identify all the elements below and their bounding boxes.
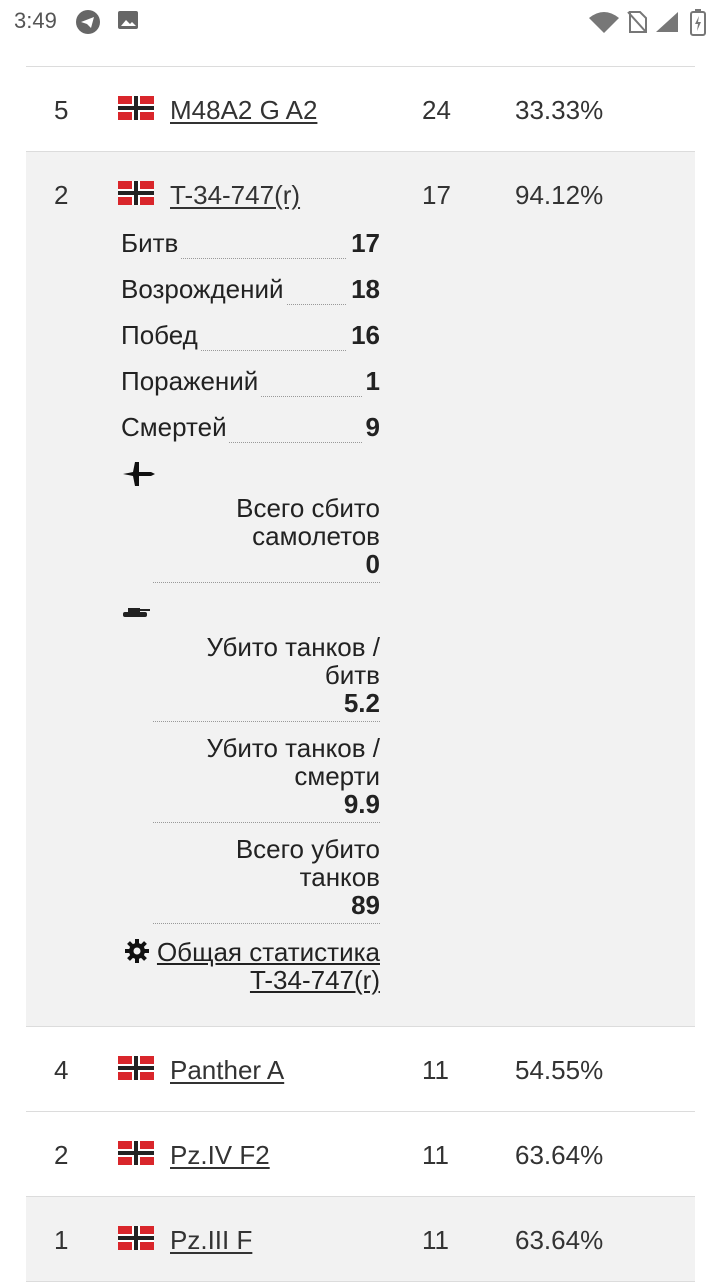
stat-label: Битв <box>121 228 179 258</box>
vehicle-details <box>121 228 380 994</box>
germany-flag-icon <box>118 96 154 120</box>
winrate-value: 54.55% <box>515 1055 604 1085</box>
stat-value: 5.2 <box>343 688 380 718</box>
tanks-per-battle <box>153 633 380 722</box>
vehicle-link[interactable]: M48A2 G A2 <box>170 95 318 125</box>
table-row[interactable] <box>26 1026 695 1111</box>
stat-victories <box>121 320 380 366</box>
battles-value: 11 <box>422 1225 449 1255</box>
stat-label: Всего убито танков <box>235 834 380 892</box>
table-row[interactable] <box>26 1111 695 1196</box>
battles-value: 17 <box>422 180 451 210</box>
stat-value: 9 <box>362 412 380 443</box>
gear-icon <box>124 938 150 964</box>
tanks-section <box>121 601 380 631</box>
vehicle-link[interactable]: Pz.IV F2 <box>170 1140 270 1170</box>
tier-value: 4 <box>54 1055 69 1085</box>
table-row[interactable] <box>26 66 695 151</box>
plane-icon <box>121 460 157 488</box>
tanks-total <box>153 835 380 924</box>
status-bar <box>0 0 720 44</box>
stat-label: Смертей <box>121 412 227 442</box>
stat-value: 0 <box>365 549 380 579</box>
stat-respawns <box>121 274 380 320</box>
winrate-value: 33.33% <box>515 95 604 125</box>
germany-flag-icon <box>118 181 154 205</box>
tanks-per-death <box>153 734 380 823</box>
battles-value: 24 <box>422 95 451 125</box>
status-time: 3:49 <box>14 8 57 33</box>
aircraft-shot-down <box>153 494 380 583</box>
stat-deaths <box>121 412 380 458</box>
tier-value: 5 <box>54 95 69 125</box>
winrate-value: 63.64% <box>515 1225 604 1255</box>
table-row[interactable] <box>26 1196 695 1282</box>
stat-label: Всего сбито самолетов <box>236 493 380 551</box>
stat-label: Убито танков / битв <box>206 632 380 690</box>
telegram-icon <box>74 8 102 36</box>
table-row-expanded[interactable] <box>26 151 695 1026</box>
tier-value: 2 <box>54 180 69 210</box>
vehicle-link[interactable]: Panther A <box>170 1055 285 1085</box>
tank-icon <box>121 601 151 621</box>
vehicle-link[interactable]: T-34-747(r) <box>170 180 301 210</box>
winrate-value: 63.64% <box>515 1140 604 1170</box>
stat-value: 18 <box>347 274 380 305</box>
overall-stats-link-text[interactable]: Общая статистика T-34-747(r) <box>156 937 380 995</box>
tier-value: 2 <box>54 1140 69 1170</box>
stat-battles <box>121 228 380 274</box>
germany-flag-icon <box>118 1141 154 1165</box>
stat-label: Поражений <box>121 366 259 396</box>
tier-value: 1 <box>54 1225 69 1255</box>
stat-defeats <box>121 366 380 412</box>
stat-label: Побед <box>121 320 198 350</box>
vehicle-link[interactable]: Pz.III F <box>170 1225 253 1255</box>
stat-value: 16 <box>347 320 380 351</box>
signal-icon <box>654 10 680 34</box>
winrate-value: 94.12% <box>515 180 604 210</box>
aircraft-section <box>121 460 380 490</box>
no-sim-icon <box>626 10 648 34</box>
germany-flag-icon <box>118 1056 154 1080</box>
battery-charging-icon <box>690 8 706 36</box>
battles-value: 11 <box>422 1055 449 1085</box>
stat-value: 17 <box>347 228 380 259</box>
germany-flag-icon <box>118 1226 154 1250</box>
stat-value: 1 <box>362 366 380 397</box>
stat-value: 89 <box>351 890 380 920</box>
stat-label: Убито танков / смерти <box>206 733 380 791</box>
battles-value: 11 <box>422 1140 449 1170</box>
image-icon <box>116 8 140 32</box>
stat-value: 9.9 <box>343 789 380 819</box>
wifi-icon <box>588 10 620 34</box>
overall-stats-link[interactable] <box>121 938 380 994</box>
stat-label: Возрождений <box>121 274 284 304</box>
vehicle-table <box>26 66 695 1282</box>
